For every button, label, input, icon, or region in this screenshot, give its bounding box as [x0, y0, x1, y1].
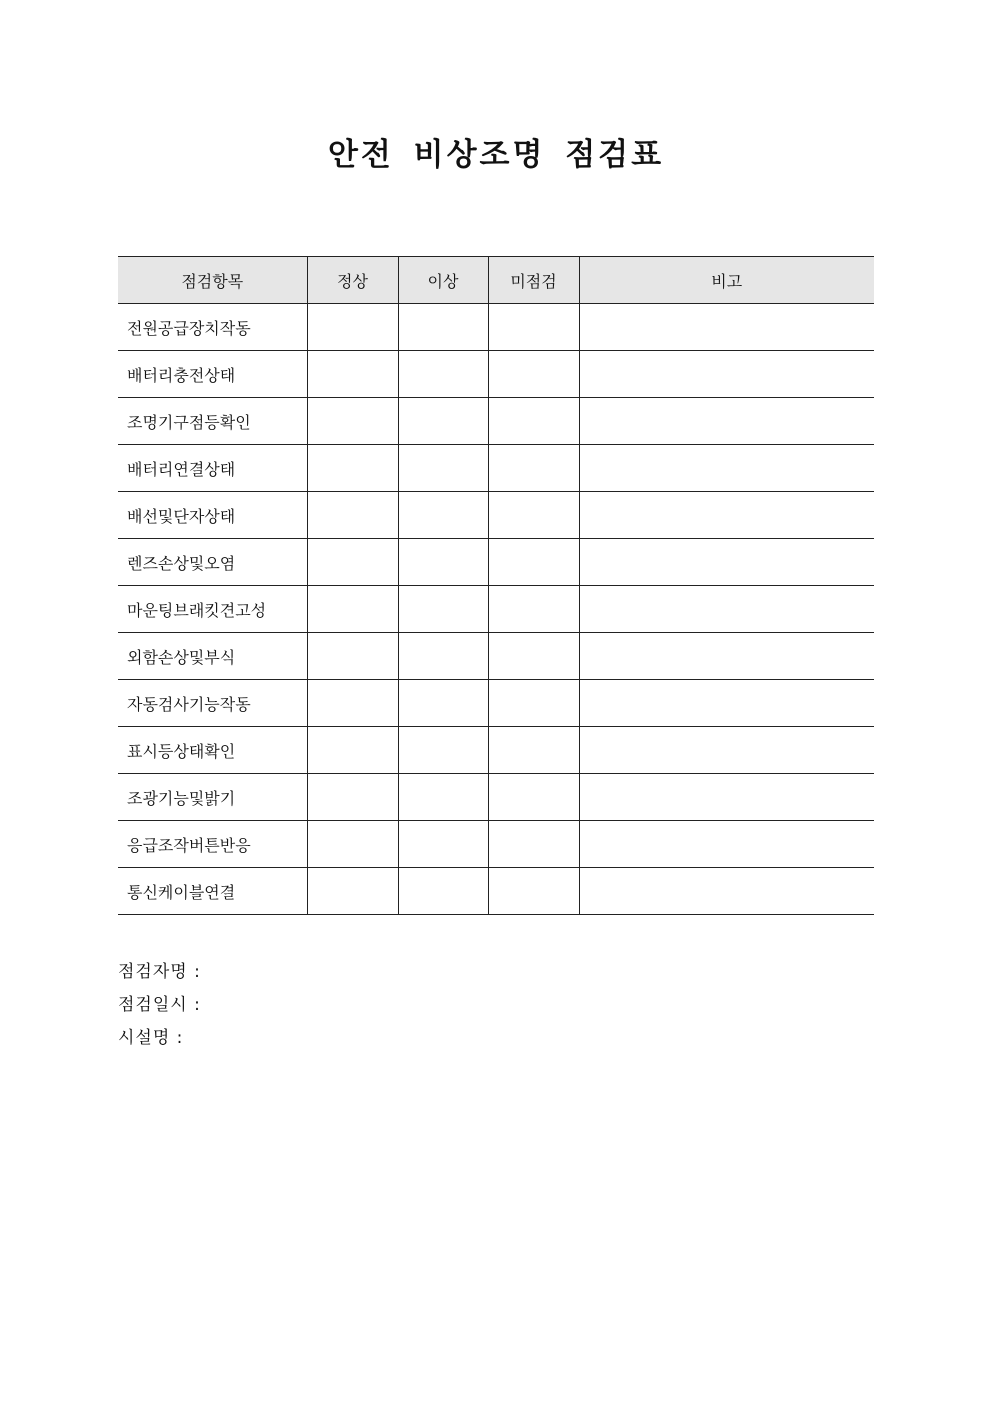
abnormal-check-cell[interactable]: [398, 445, 488, 492]
item-label: 응급조작버튼반응: [118, 821, 307, 868]
table-row: [118, 868, 874, 915]
header-abnormal: 이상: [398, 257, 488, 304]
not-inspected-check-cell[interactable]: [488, 492, 579, 539]
normal-check-cell[interactable]: [307, 398, 398, 445]
header-not-inspected: 미점검: [488, 257, 579, 304]
table-row: [118, 492, 874, 539]
table-row: [118, 633, 874, 680]
table-row: [118, 304, 874, 351]
remarks-cell[interactable]: [579, 821, 874, 868]
abnormal-check-cell[interactable]: [398, 492, 488, 539]
inspector-name-label: 점검자명 :: [118, 962, 201, 982]
item-label: 렌즈손상및오염: [118, 539, 307, 586]
remarks-cell[interactable]: [579, 445, 874, 492]
abnormal-check-cell[interactable]: [398, 727, 488, 774]
remarks-cell[interactable]: [579, 351, 874, 398]
remarks-cell[interactable]: [579, 727, 874, 774]
facility-name-label: 시설명 :: [118, 1028, 184, 1048]
abnormal-check-cell[interactable]: [398, 868, 488, 915]
abnormal-check-cell[interactable]: [398, 539, 488, 586]
remarks-cell[interactable]: [579, 492, 874, 539]
abnormal-check-cell[interactable]: [398, 821, 488, 868]
item-label: 조광기능및밝기: [118, 774, 307, 821]
not-inspected-check-cell[interactable]: [488, 727, 579, 774]
not-inspected-check-cell[interactable]: [488, 304, 579, 351]
not-inspected-check-cell[interactable]: [488, 633, 579, 680]
normal-check-cell[interactable]: [307, 727, 398, 774]
not-inspected-check-cell[interactable]: [488, 398, 579, 445]
remarks-cell[interactable]: [579, 633, 874, 680]
remarks-cell[interactable]: [579, 680, 874, 727]
abnormal-check-cell[interactable]: [398, 633, 488, 680]
remarks-cell[interactable]: [579, 586, 874, 633]
normal-check-cell[interactable]: [307, 680, 398, 727]
remarks-cell[interactable]: [579, 774, 874, 821]
item-label: 외함손상및부식: [118, 633, 307, 680]
normal-check-cell[interactable]: [307, 868, 398, 915]
header-normal: 정상: [307, 257, 398, 304]
not-inspected-check-cell[interactable]: [488, 586, 579, 633]
normal-check-cell[interactable]: [307, 445, 398, 492]
table-row: [118, 680, 874, 727]
header-remarks: 비고: [579, 257, 874, 304]
normal-check-cell[interactable]: [307, 492, 398, 539]
abnormal-check-cell[interactable]: [398, 304, 488, 351]
abnormal-check-cell[interactable]: [398, 680, 488, 727]
not-inspected-check-cell[interactable]: [488, 351, 579, 398]
item-label: 배터리충전상태: [118, 351, 307, 398]
abnormal-check-cell[interactable]: [398, 351, 488, 398]
item-label: 조명기구점등확인: [118, 398, 307, 445]
table-row: [118, 821, 874, 868]
table-row: [118, 445, 874, 492]
item-label: 자동검사기능작동: [118, 680, 307, 727]
remarks-cell[interactable]: [579, 398, 874, 445]
table-row: [118, 398, 874, 445]
abnormal-check-cell[interactable]: [398, 774, 488, 821]
not-inspected-check-cell[interactable]: [488, 680, 579, 727]
header-inspection-item: 점검항목: [118, 257, 307, 304]
table-row: [118, 351, 874, 398]
item-label: 표시등상태확인: [118, 727, 307, 774]
item-label: 마운팅브래킷견고성: [118, 586, 307, 633]
signature-block: [118, 956, 201, 1055]
normal-check-cell[interactable]: [307, 304, 398, 351]
remarks-cell[interactable]: [579, 539, 874, 586]
item-label: 전원공급장치작동: [118, 304, 307, 351]
remarks-cell[interactable]: [579, 868, 874, 915]
abnormal-check-cell[interactable]: [398, 586, 488, 633]
table-row: [118, 539, 874, 586]
item-label: 배선및단자상태: [118, 492, 307, 539]
normal-check-cell[interactable]: [307, 586, 398, 633]
not-inspected-check-cell[interactable]: [488, 445, 579, 492]
normal-check-cell[interactable]: [307, 774, 398, 821]
remarks-cell[interactable]: [579, 304, 874, 351]
table-row: [118, 727, 874, 774]
normal-check-cell[interactable]: [307, 821, 398, 868]
inspection-date-label: 점검일시 :: [118, 995, 201, 1015]
page-title: 안전 비상조명 점검표: [327, 137, 665, 173]
table-row: [118, 774, 874, 821]
normal-check-cell[interactable]: [307, 351, 398, 398]
table-header-row: [118, 257, 874, 304]
inspection-table: [118, 256, 874, 915]
table-row: [118, 586, 874, 633]
abnormal-check-cell[interactable]: [398, 398, 488, 445]
item-label: 배터리연결상태: [118, 445, 307, 492]
not-inspected-check-cell[interactable]: [488, 774, 579, 821]
not-inspected-check-cell[interactable]: [488, 539, 579, 586]
normal-check-cell[interactable]: [307, 633, 398, 680]
not-inspected-check-cell[interactable]: [488, 868, 579, 915]
not-inspected-check-cell[interactable]: [488, 821, 579, 868]
item-label: 통신케이블연결: [118, 868, 307, 915]
normal-check-cell[interactable]: [307, 539, 398, 586]
